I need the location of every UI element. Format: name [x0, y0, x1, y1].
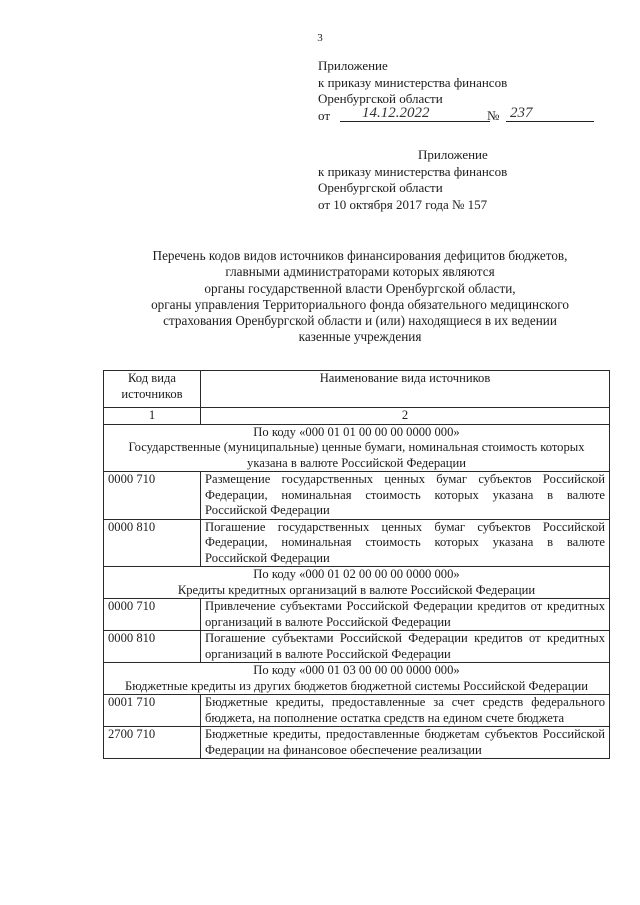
- appendix-new-block: [318, 58, 533, 126]
- appendix-new-line1: Приложение: [318, 58, 388, 73]
- section-code-line: По коду «000 01 03 00 00 00 0000 000»: [253, 663, 460, 677]
- appendix-old-line3: Оренбургской области: [318, 180, 443, 195]
- row-name: Погашение субъектами Российской Федерации кредитов от кредитных организаций в валюте Российской Федерации: [201, 631, 610, 663]
- appendix-old-block: [318, 147, 507, 213]
- title-line5: страхования Оренбургской области и (или) находящиеся в их ведении: [163, 313, 557, 329]
- section-name: Кредиты кредитных организаций в валюте Российской Федерации: [177, 582, 536, 597]
- appendix-old-line4: от 10 октября 2017 года № 157: [318, 196, 488, 212]
- numbering-col2: 2: [201, 408, 610, 425]
- table-numbering-row: [104, 408, 610, 425]
- section-code-line: По коду «000 01 02 00 00 00 0000 000»: [253, 567, 460, 581]
- table-row: [104, 695, 610, 727]
- numbering-col1: 1: [104, 408, 201, 425]
- table-row: [104, 472, 610, 520]
- table-row: [104, 599, 610, 631]
- document-title: [104, 248, 616, 346]
- sources-table: [103, 370, 610, 759]
- title-line1: Перечень кодов видов источников финансирования дефицитов бюджетов,: [152, 248, 568, 263]
- handwritten-number: 237: [506, 105, 594, 123]
- appendix-old-line1: Приложение: [418, 147, 488, 162]
- row-name: Погашение государственных ценных бумаг субъектов Российской Федерации, номинальная стоимость которых указана в валюте Российской Федерации: [201, 519, 610, 567]
- table-header-row: [104, 371, 610, 408]
- section-header-row: [104, 424, 610, 472]
- date-label: от: [318, 107, 331, 123]
- number-label: №: [487, 107, 500, 123]
- row-code: 0000 810: [104, 631, 201, 663]
- section-name: Бюджетные кредиты из других бюджетов бюджетной системы Российской Федерации: [125, 678, 588, 693]
- section-header-cell: [104, 567, 610, 599]
- appendix-new-line2: к приказу министерства финансов: [318, 74, 508, 90]
- table-row: [104, 519, 610, 567]
- title-line3: органы государственной власти Оренбургской области,: [204, 280, 516, 296]
- section-header-row: [104, 663, 610, 695]
- title-line2: главными администраторами которых являются: [225, 264, 495, 280]
- row-name: Бюджетные кредиты, предоставленные бюджетам субъектов Российской Федерации на финансовое обеспечение реализации: [201, 727, 610, 759]
- appendix-new-date-line: [318, 104, 533, 126]
- title-line6: казенные учреждения: [298, 329, 422, 345]
- row-name: Размещение государственных ценных бумаг субъектов Российской Федерации, номинальная стоимость которых указана в валюте Российской Федерации: [201, 472, 610, 520]
- row-code: 0000 710: [104, 472, 201, 520]
- row-name: Привлечение субъектами Российской Федерации кредитов от кредитных организаций в валюте Российской Федерации: [201, 599, 610, 631]
- row-name: Бюджетные кредиты, предоставленные за счет средств федерального бюджета, на пополнение остатка средств на едином счете бюджета: [201, 695, 610, 727]
- row-code: 0000 710: [104, 599, 201, 631]
- title-line4: органы управления Территориального фонда обязательного медицинского: [151, 296, 569, 312]
- appendix-new-line3: Оренбургской области: [318, 91, 443, 106]
- section-code-line: По коду «000 01 01 00 00 00 0000 000»: [253, 424, 460, 439]
- handwritten-date: 14.12.2022: [340, 105, 490, 123]
- header-name: Наименование вида источников: [201, 371, 610, 408]
- section-header-cell: [104, 424, 610, 472]
- section-name: Государственные (муниципальные) ценные бумаги, номинальная стоимость которых указана в валюте Российской Федерации: [128, 440, 585, 470]
- appendix-old-line2: к приказу министерства финансов: [318, 163, 508, 179]
- row-code: 0000 810: [104, 519, 201, 567]
- row-code: 2700 710: [104, 727, 201, 759]
- table-row: [104, 727, 610, 759]
- table-row: [104, 631, 610, 663]
- section-header-row: [104, 567, 610, 599]
- section-header-cell: [104, 663, 610, 695]
- row-code: 0001 710: [104, 695, 201, 727]
- header-code: Код вида источников: [104, 371, 201, 408]
- page-number: 3: [317, 32, 323, 44]
